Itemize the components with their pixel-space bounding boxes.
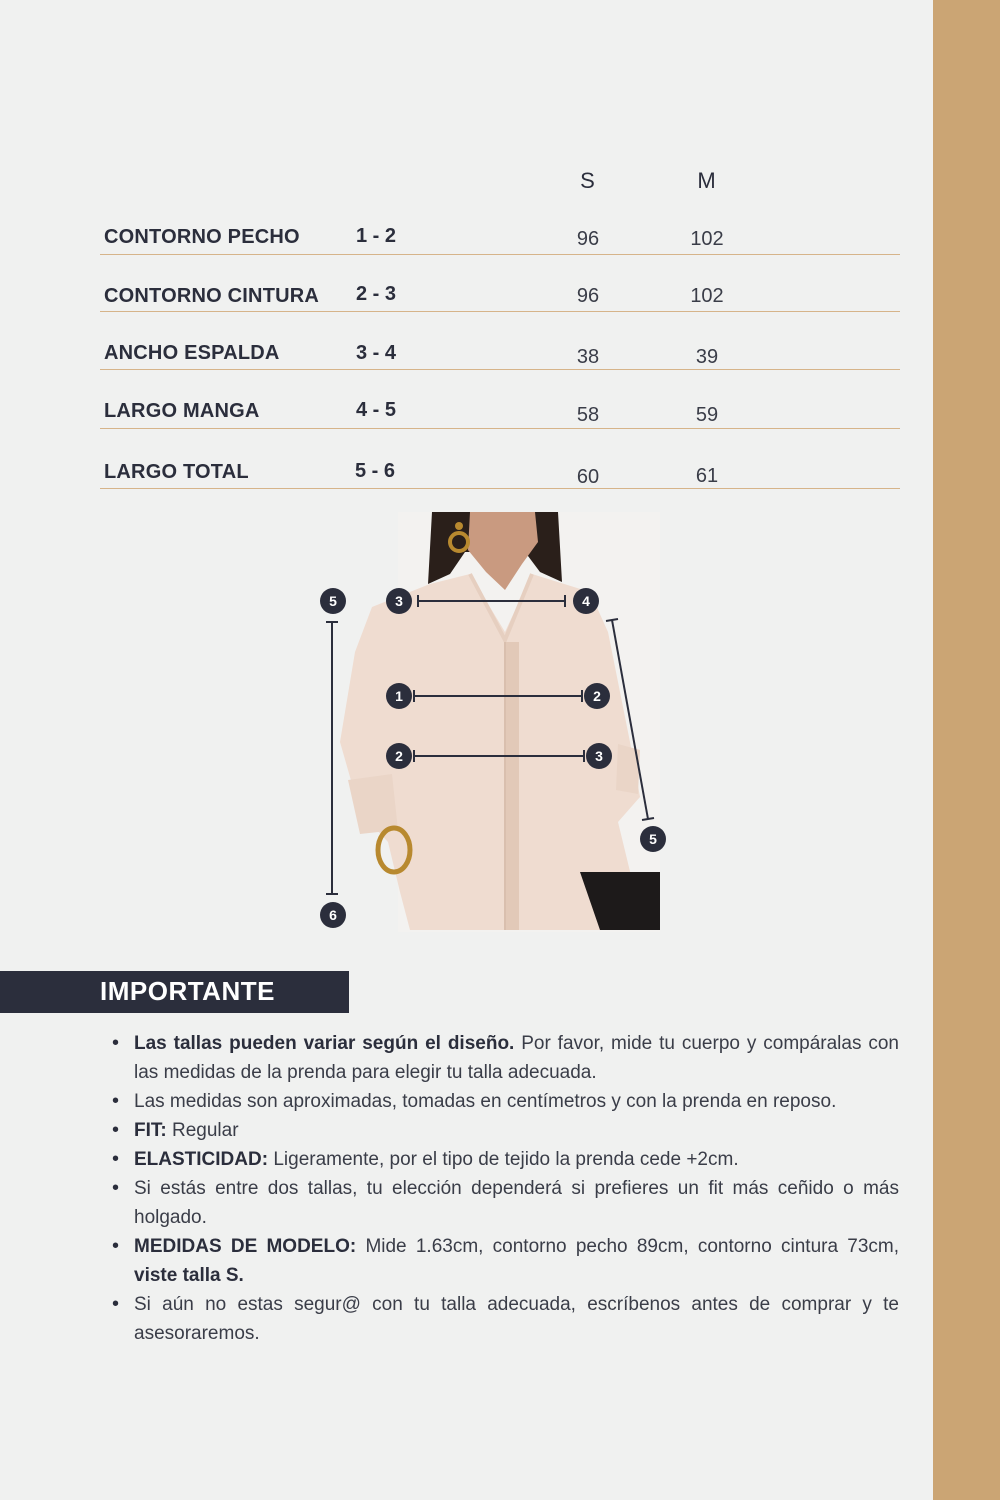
row-value-s: 96 bbox=[576, 228, 600, 250]
list-item bbox=[134, 1029, 899, 1087]
row-value-m: 102 bbox=[690, 285, 724, 307]
list-item bbox=[134, 1087, 899, 1116]
table-row bbox=[100, 281, 900, 312]
note-text: Ligeramente, por el tipo de tejido la prenda cede +2cm. bbox=[268, 1149, 739, 1170]
row-range: 2 - 3 bbox=[356, 283, 397, 305]
size-header-m: M bbox=[697, 168, 717, 193]
row-label: ANCHO ESPALDA bbox=[104, 342, 280, 364]
table-row bbox=[100, 339, 900, 370]
note-bold: FIT: bbox=[134, 1120, 167, 1141]
row-range: 3 - 4 bbox=[356, 342, 397, 364]
note-text: Las medidas son aproximadas, tomadas en centímetros y con la prenda en reposo. bbox=[134, 1091, 837, 1112]
size-header-s: S bbox=[580, 168, 596, 193]
table-row bbox=[100, 224, 900, 255]
row-range: 5 - 6 bbox=[355, 460, 396, 482]
measure-marker: 5 bbox=[640, 826, 666, 852]
row-value-m: 61 bbox=[695, 465, 719, 487]
measure-marker: 3 bbox=[586, 743, 612, 769]
accent-side-band bbox=[933, 0, 1000, 1500]
table-row bbox=[100, 398, 900, 429]
row-value-m: 39 bbox=[695, 346, 719, 368]
row-value-m: 59 bbox=[695, 404, 719, 426]
row-range: 4 - 5 bbox=[356, 399, 397, 421]
row-value-s: 60 bbox=[576, 466, 600, 488]
list-item bbox=[134, 1174, 899, 1232]
list-item bbox=[134, 1290, 899, 1348]
note-bold: Las tallas pueden variar según el diseño. bbox=[134, 1033, 515, 1054]
row-value-m: 102 bbox=[690, 228, 724, 250]
list-item bbox=[134, 1145, 899, 1174]
measure-marker: 2 bbox=[386, 743, 412, 769]
list-item bbox=[134, 1232, 899, 1290]
row-range: 1 - 2 bbox=[356, 225, 397, 247]
note-bold: ELASTICIDAD: bbox=[134, 1149, 269, 1170]
row-label: LARGO MANGA bbox=[104, 400, 260, 422]
table-row bbox=[100, 458, 900, 489]
row-label: CONTORNO PECHO bbox=[104, 226, 300, 248]
measure-marker: 4 bbox=[573, 588, 599, 614]
row-value-s: 38 bbox=[576, 346, 600, 368]
note-text: Por favor, mide tu cuerpo y compáralas con las medidas de la prenda para elegir tu talla adecuada. bbox=[134, 1033, 899, 1083]
list-item bbox=[134, 1116, 899, 1145]
measure-marker: 6 bbox=[320, 902, 346, 928]
note-text: Mide 1.63cm, contorno pecho 89cm, contorno cintura 73cm, bbox=[356, 1236, 900, 1257]
measure-marker: 2 bbox=[584, 683, 610, 709]
row-value-s: 96 bbox=[576, 285, 600, 307]
row-value-s: 58 bbox=[576, 404, 600, 426]
row-label: LARGO TOTAL bbox=[104, 461, 249, 483]
note-bold: MEDIDAS DE MODELO: bbox=[134, 1236, 357, 1257]
garment-measurement-figure bbox=[300, 512, 690, 932]
notes-list bbox=[134, 1029, 899, 1348]
note-text: Si estás entre dos tallas, tu elección dependerá si prefieres un fit más ceñido o más holgado. bbox=[134, 1178, 899, 1228]
importante-title: IMPORTANTE bbox=[100, 976, 275, 1006]
row-label: CONTORNO CINTURA bbox=[104, 285, 320, 307]
note-text: Si aún no estas segur@ con tu talla adecuada, escríbenos antes de comprar y te asesoraremos. bbox=[134, 1294, 899, 1344]
blouse-illustration bbox=[300, 512, 690, 932]
importante-banner bbox=[0, 971, 349, 1013]
measure-marker: 5 bbox=[320, 588, 346, 614]
measure-marker: 3 bbox=[386, 588, 412, 614]
measure-marker: 1 bbox=[386, 683, 412, 709]
note-bold-end: viste talla S. bbox=[134, 1265, 244, 1286]
note-text: Regular bbox=[166, 1120, 239, 1141]
